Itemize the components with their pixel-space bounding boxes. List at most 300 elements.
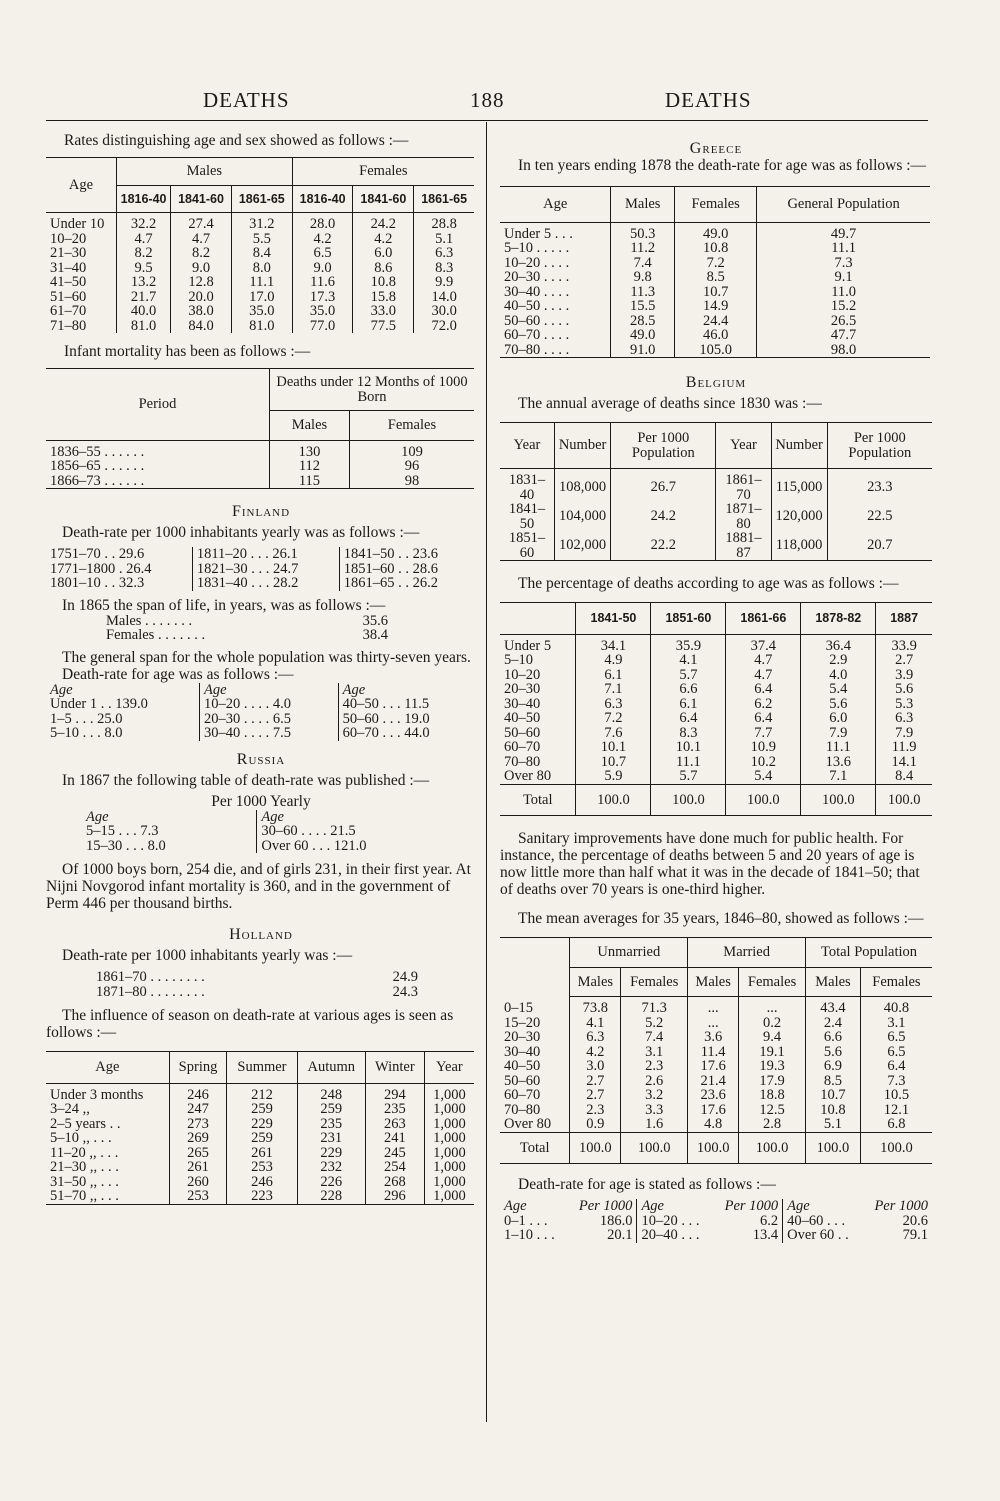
table-cell: 7.2 (576, 711, 651, 726)
table-row (500, 653, 932, 668)
table-cell: 5.5 (231, 232, 292, 247)
table-cell: 32.2 (117, 213, 171, 232)
table-row (500, 1074, 932, 1089)
table-cell: 6.4 (651, 711, 726, 726)
total-cell: 100.0 (651, 784, 726, 816)
table-cell: 51–70 ,, . . . (46, 1189, 169, 1204)
table-cell: 14.1 (891, 753, 917, 770)
table-cell: 2.6 (621, 1074, 688, 1089)
table-cell: 34.1 (576, 634, 651, 653)
table-row (46, 440, 474, 459)
season-table (46, 1051, 474, 1205)
table-cell: 10–20 . . . . 4.0 (200, 697, 339, 712)
table-row (500, 1016, 932, 1031)
table-row (46, 562, 476, 577)
infant-intro: Infant mortality has been as follows :— (64, 343, 311, 360)
year-header: 1841-60 (353, 185, 414, 213)
table-cell: 232 (297, 1160, 365, 1175)
table-cell: 20.0 (171, 290, 232, 305)
age-col-header: Age (637, 1199, 712, 1214)
table-cell: 37.4 (726, 634, 801, 653)
table-cell: 70–80 . . . . (500, 343, 611, 358)
table-row (500, 634, 932, 653)
column-header: Males (688, 967, 739, 997)
table-row (46, 726, 476, 741)
sex-rates-table (46, 157, 474, 333)
season-intro: The influence of season on death-rate at various ages is seen as follows :— (46, 1007, 454, 1041)
table-cell: 22.5 (867, 508, 893, 525)
table-cell: 235 (365, 1102, 424, 1117)
table-cell: 9.5 (117, 261, 171, 276)
table-cell: 6.5 (887, 1043, 906, 1060)
table-cell: 11.1 (651, 755, 726, 770)
total-cell: Total (500, 784, 576, 816)
table-cell: 1–10 . . . (504, 1227, 555, 1243)
finland-rates-table (46, 547, 476, 591)
table-cell: 19.3 (739, 1059, 806, 1074)
table-cell: 17.6 (688, 1059, 739, 1074)
table-cell: 1,000 (433, 1188, 466, 1204)
table-cell: 60–70 . . . 44.0 (338, 726, 476, 741)
mean-table (500, 937, 932, 1164)
table-cell: 253 (169, 1189, 227, 1204)
table-cell: 247 (169, 1102, 227, 1117)
finland-intro: Death-rate per 1000 inhabitants yearly was as follows :— (62, 524, 420, 541)
column-header: Year (716, 423, 771, 469)
table-cell: 22.2 (611, 531, 716, 561)
table-row (500, 1117, 932, 1132)
right-column (500, 140, 932, 1243)
table-cell: 0.2 (739, 1016, 806, 1031)
table-cell: 10.1 (651, 740, 726, 755)
table-row (500, 726, 932, 741)
table-cell: Over 60 . . . 121.0 (257, 839, 482, 854)
table-cell: 24.2 (353, 213, 414, 232)
table-cell: 7.6 (576, 726, 651, 741)
table-row (46, 1102, 474, 1117)
table-cell: 46.0 (675, 328, 757, 343)
column-header: 1841-50 (576, 603, 651, 635)
russia-intro: In 1867 the following table of death-rate was published :— (62, 771, 430, 789)
table-cell: 1,000 (433, 1173, 466, 1190)
table-row (500, 1214, 932, 1229)
table-cell: 18.8 (739, 1088, 806, 1103)
table-cell: 70–80 (500, 1103, 570, 1118)
table-cell: 5.6 (801, 697, 876, 712)
table-cell: 12.1 (883, 1101, 910, 1118)
running-head-left: DEATHS (203, 88, 290, 112)
table-cell: 8.4 (895, 768, 914, 784)
table-cell: 7.4 (611, 256, 675, 271)
table-cell: 41–50 (46, 275, 117, 290)
table-row (102, 614, 392, 629)
table-row (46, 319, 474, 334)
table-cell: 50–60 . . . 19.0 (338, 712, 476, 727)
table-row (500, 697, 932, 712)
table-cell: 4.7 (171, 232, 232, 247)
pct-table (500, 602, 932, 816)
table-cell: 31–40 (46, 261, 117, 276)
deaths-header: Deaths under 12 Months of 1000 Born (270, 369, 475, 411)
table-cell: 11.9 (891, 739, 917, 755)
span-table (102, 614, 392, 643)
table-cell: 3.6 (688, 1030, 739, 1045)
table-cell: 50–60 (500, 726, 576, 741)
table-cell: 1881–87 (716, 531, 771, 561)
table-row (500, 222, 930, 241)
sanitary-text: Sanitary improvements have done much for public health. For instance, the percentage of deaths between 5 and 20 years of age is now little more than half what it was in the decade of 1841–50; that of deaths over 70 years is one-third higher. (500, 830, 920, 898)
table-cell: 2.4 (806, 1016, 861, 1031)
table-cell: 9.4 (739, 1030, 806, 1045)
table-row (46, 232, 474, 247)
table-cell: 4.1 (651, 653, 726, 668)
table-cell: 0–1 . . . (504, 1212, 548, 1229)
table-cell: 10.5 (883, 1087, 910, 1103)
table-row (82, 839, 482, 854)
table-row (500, 682, 932, 697)
column-header: Males (806, 967, 861, 997)
table-row (500, 343, 930, 358)
table-row (500, 740, 932, 755)
table-cell: 5–10 . . . . . (500, 241, 611, 256)
total-cell: 100.0 (860, 1132, 932, 1164)
table-cell: 1821–30 . . . 24.7 (192, 562, 339, 577)
age-col-header: Age (50, 681, 73, 698)
header-row (500, 187, 930, 223)
table-cell: 19.1 (739, 1045, 806, 1060)
table-cell: 1,000 (433, 1144, 466, 1161)
table-cell: 254 (365, 1160, 424, 1175)
table-cell: Under 5 (500, 634, 576, 653)
table-cell: Under 1 . . 139.0 (50, 696, 148, 712)
table-cell: 9.0 (292, 261, 353, 276)
table-cell: 296 (365, 1189, 424, 1204)
table-cell: 24.4 (675, 314, 757, 329)
table-cell: 294 (365, 1083, 424, 1102)
table-cell: 8.2 (117, 246, 171, 261)
table-cell: 31.2 (231, 213, 292, 232)
table-cell: 259 (227, 1131, 297, 1146)
table-cell: 6.3 (570, 1030, 621, 1045)
table-row (46, 1083, 474, 1102)
table-cell: 30–40 . . . . 7.5 (200, 726, 339, 741)
table-cell: 30–60 . . . . 21.5 (257, 824, 482, 839)
table-cell: 1871–80 (716, 502, 771, 531)
group-header-row (500, 938, 932, 968)
table-cell: 5–10 ,, . . . (46, 1131, 169, 1146)
table-row (500, 997, 932, 1016)
table-cell: 269 (169, 1131, 227, 1146)
table-cell: 2.8 (739, 1117, 806, 1132)
table-row (46, 261, 474, 276)
table-cell: 27.4 (171, 213, 232, 232)
blank-cell (500, 603, 576, 635)
table-cell: 5.4 (726, 769, 801, 784)
table-cell: 130 (270, 440, 350, 459)
table-cell: 120,000 (771, 502, 827, 531)
total-cell: 100.0 (570, 1132, 621, 1164)
table-cell: 5.1 (435, 230, 454, 247)
table-cell: ... (739, 997, 806, 1016)
table-cell: 6.2 (726, 697, 801, 712)
table-cell: Females . . . . . . . (106, 627, 206, 643)
per-col-header: Per 1000 (578, 1198, 633, 1214)
table-cell: 1–5 . . . 25.0 (50, 710, 123, 727)
table-cell: 3.3 (621, 1103, 688, 1118)
table-cell: 109 (401, 443, 423, 460)
table-row (46, 1131, 474, 1146)
table-cell: Over 80 (500, 769, 576, 784)
table-cell: 4.2 (570, 1045, 621, 1060)
total-cell: 100.0 (806, 1132, 861, 1164)
table-cell: 5–10 (500, 653, 576, 668)
table-cell: 115,000 (771, 469, 827, 503)
table-cell: 6.2 (760, 1212, 779, 1229)
table-row (46, 1175, 474, 1190)
table-cell: 261 (169, 1160, 227, 1175)
belgium-title: Belgium (685, 374, 747, 391)
column-header: Females (621, 967, 688, 997)
table-cell: 4.8 (688, 1117, 739, 1132)
table-cell: 13.6 (801, 755, 876, 770)
table-cell: 4.7 (726, 668, 801, 683)
table-cell: 6.0 (353, 246, 414, 261)
total-cell: Total (500, 1132, 570, 1164)
table-cell: Under 10 (46, 213, 117, 232)
finland-age-intro: Death-rate for age was as follows :— (62, 665, 294, 683)
table-cell: 1,000 (433, 1101, 466, 1117)
holland-title: Holland (229, 926, 293, 943)
females-header: Females (292, 158, 474, 186)
table-row (500, 502, 932, 531)
table-cell: 10.8 (353, 275, 414, 290)
table-cell: 50–60 . . . . (500, 314, 611, 329)
table-row (500, 299, 930, 314)
table-cell: 30–40 (500, 697, 576, 712)
table-cell: 1851–60 . . 28.6 (339, 562, 476, 577)
table-cell: 30.0 (431, 303, 457, 319)
russia-table (82, 810, 482, 854)
table-cell: 14.0 (431, 288, 457, 305)
table-cell: 4.0 (801, 668, 876, 683)
per-col-header: Per 1000 (874, 1198, 928, 1214)
table-cell: 21–30 ,, . . . (46, 1160, 169, 1175)
column-header: Females (675, 187, 757, 223)
infant-females-header: Females (349, 411, 474, 441)
table-cell: 10.7 (675, 285, 757, 300)
table-cell: 3.2 (621, 1088, 688, 1103)
table-cell: 20.6 (902, 1212, 928, 1229)
table-cell: 7.3 (887, 1072, 906, 1089)
table-cell: 273 (169, 1117, 227, 1132)
table-cell: 6.3 (576, 697, 651, 712)
table-cell: 17.0 (231, 290, 292, 305)
table-cell: 2.7 (895, 652, 914, 668)
table-row (46, 1117, 474, 1132)
russia-text: Of 1000 boys born, 254 die, and of girls 231, in their first year. At Nijni Novgorod infant mortality is 360, and in the government of Perm 446 per thousand births. (46, 861, 471, 912)
column-header: General Population (757, 187, 930, 223)
table-cell: 6.6 (806, 1030, 861, 1045)
header-rule (46, 120, 928, 121)
header-row (500, 423, 932, 469)
column-header: 1861-66 (726, 603, 801, 635)
table-cell: 23.3 (867, 479, 893, 496)
table-row (92, 985, 422, 1000)
table-cell: 3.1 (621, 1045, 688, 1060)
table-cell: 10–20 . . . . (500, 256, 611, 271)
table-cell: 3.0 (570, 1059, 621, 1074)
table-row (500, 328, 930, 343)
table-cell: 1,000 (433, 1159, 466, 1175)
column-header: 1887 (876, 603, 932, 635)
sex-rates-intro: Rates distinguishing age and sex showed as follows :— (64, 132, 409, 149)
table-cell: 259 (297, 1102, 365, 1117)
table-cell: 61–70 (46, 304, 117, 319)
table-cell: 10.8 (675, 241, 757, 256)
total-cell: 100.0 (621, 1132, 688, 1164)
group-header: Married (688, 938, 806, 968)
table-cell: 260 (169, 1175, 227, 1190)
table-cell: 26.7 (611, 469, 716, 503)
pct-intro: The percentage of deaths according to age was as follows :— (518, 575, 899, 592)
table-cell: 11.6 (292, 275, 353, 290)
table-row (92, 970, 422, 985)
table-cell: 4.2 (353, 232, 414, 247)
table-cell: 38.0 (171, 304, 232, 319)
table-cell: 9.1 (834, 269, 853, 285)
table-cell: 47.7 (830, 327, 857, 343)
table-cell: 4.7 (726, 653, 801, 668)
table-row (46, 304, 474, 319)
table-cell: 1841–50 (500, 502, 555, 531)
table-cell: 5.4 (801, 682, 876, 697)
column-header: Age (46, 1052, 169, 1084)
belgium-deaths-table (500, 422, 932, 561)
table-cell: 1866–73 . . . . . . (46, 474, 270, 489)
table-cell: 20–30 . . . . 6.5 (200, 712, 339, 727)
table-cell: 81.0 (117, 319, 171, 334)
column-header: Males (611, 187, 675, 223)
table-cell: 10.8 (806, 1103, 861, 1118)
table-cell: 8.4 (231, 246, 292, 261)
table-row (500, 1088, 932, 1103)
column-header: Number (555, 423, 611, 469)
table-cell: 6.4 (726, 711, 801, 726)
table-cell: 73.8 (570, 997, 621, 1016)
table-cell: 12.8 (171, 275, 232, 290)
finland-age-table (46, 683, 476, 741)
table-cell: 28.8 (431, 216, 457, 232)
table-cell: 49.0 (675, 222, 757, 241)
table-row (500, 285, 930, 300)
column-header: Autumn (297, 1052, 365, 1084)
holland-rates-table (92, 970, 422, 999)
belgium-age-table (500, 1199, 932, 1243)
table-cell: 186.0 (599, 1212, 633, 1229)
table-row (500, 1045, 932, 1060)
table-cell: 77.0 (292, 319, 353, 334)
table-cell: 40–60 . . . (783, 1214, 862, 1229)
column-header: Females (739, 967, 806, 997)
table-cell: 98.0 (830, 341, 857, 358)
table-cell: 26.5 (830, 312, 857, 329)
table-cell: 11.1 (801, 740, 876, 755)
table-cell: 6.5 (292, 246, 353, 261)
table-cell: 5.6 (895, 681, 914, 697)
table-cell: 8.0 (231, 261, 292, 276)
column-header: Males (570, 967, 621, 997)
table-cell: 60–70 (500, 740, 576, 755)
table-cell: Under 3 months (46, 1083, 169, 1102)
table-cell: 40.0 (117, 304, 171, 319)
total-cell: 100.0 (726, 784, 801, 816)
table-cell: 4.2 (292, 232, 353, 247)
table-cell: 10.1 (576, 740, 651, 755)
column-header: Females (860, 967, 932, 997)
table-cell: 105.0 (675, 343, 757, 358)
russia-title: Russia (236, 750, 286, 768)
table-cell: 6.4 (726, 682, 801, 697)
blank-cell (500, 938, 570, 997)
holland-intro: Death-rate per 1000 inhabitants yearly was :— (62, 947, 353, 964)
table-cell: 35.0 (292, 304, 353, 319)
table-row (46, 1189, 474, 1204)
table-cell: 28.0 (292, 213, 353, 232)
table-cell: 79.1 (902, 1227, 928, 1243)
column-header: Year (424, 1052, 474, 1084)
left-column (46, 132, 476, 1205)
age-col-header: Age (338, 683, 476, 698)
table-cell: 11.1 (231, 275, 292, 290)
table-cell: 11.1 (831, 240, 857, 256)
table-cell: 1861–70 (716, 469, 771, 503)
table-cell: 229 (227, 1117, 297, 1132)
table-cell: 9.8 (611, 270, 675, 285)
table-cell: 102,000 (555, 531, 611, 561)
mean-intro: The mean averages for 35 years, 1846–80, showed as follows :— (518, 910, 924, 927)
table-cell: 84.0 (171, 319, 232, 334)
table-row (46, 459, 474, 474)
table-cell: 2–5 years . . (46, 1117, 169, 1132)
table-cell: 21.7 (117, 290, 171, 305)
table-cell: 9.9 (435, 274, 454, 290)
table-cell: 6.8 (887, 1116, 906, 1132)
table-cell: 77.5 (353, 319, 414, 334)
table-cell: 2.7 (570, 1088, 621, 1103)
column-header: Per 1000 Population (611, 423, 716, 469)
table-cell: 33.0 (353, 304, 414, 319)
table-cell: 2.7 (570, 1074, 621, 1089)
table-row (46, 576, 476, 591)
span-intro: In 1865 the span of life, in years, was as follows :— (62, 596, 386, 614)
age-header: Age (46, 158, 117, 213)
table-cell: 268 (365, 1175, 424, 1190)
table-row (46, 474, 474, 489)
table-cell: 33.9 (891, 637, 917, 654)
infant-males-header: Males (270, 411, 350, 441)
table-row (500, 769, 932, 784)
table-cell: Under 5 . . . (500, 222, 611, 241)
table-cell: 7.9 (801, 726, 876, 741)
table-cell: 2.9 (801, 653, 876, 668)
table-row (46, 275, 474, 290)
russia-subhead: Per 1000 Yearly (211, 792, 311, 810)
year-header: 1861-65 (231, 185, 292, 213)
age-col-header: Age (783, 1199, 862, 1214)
table-cell: 246 (227, 1175, 297, 1190)
table-cell: 10–20 . . . (637, 1214, 712, 1229)
table-cell: 38.4 (362, 627, 388, 643)
